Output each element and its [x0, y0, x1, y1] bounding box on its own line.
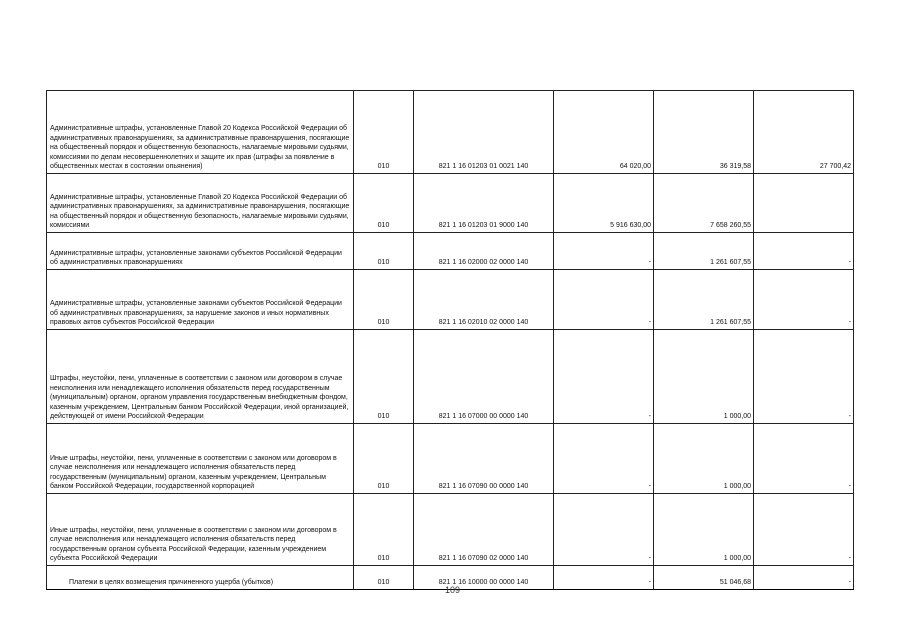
budget-code-cell: 821 1 16 07090 02 0000 140	[414, 494, 554, 566]
budget-code-cell: 821 1 16 01203 01 0021 140	[414, 91, 554, 174]
approved-amount-cell: -	[554, 494, 654, 566]
table-row	[47, 424, 854, 494]
table-row	[47, 494, 854, 566]
table-row	[47, 91, 854, 174]
executed-amount-cell: 36 319,58	[654, 91, 754, 174]
income-name-cell: Административные штрафы, установленные законами субъектов Российской Федерации об административных правонарушениях	[47, 233, 354, 270]
executed-amount-cell: 1 000,00	[654, 330, 754, 424]
line-code-cell: 010	[354, 566, 414, 590]
approved-amount-cell: -	[554, 270, 654, 330]
line-code-cell: 010	[354, 233, 414, 270]
approved-amount-cell: 5 916 630,00	[554, 174, 654, 233]
line-code-cell: 010	[354, 494, 414, 566]
income-name-cell: Административные штрафы, установленные Главой 20 Кодекса Российской Федерации об административных правонарушениях, за административные правонарушения, посягающие на общественный порядок и общественную безопасность, налагаемые мировыми судьями, комиссиями	[47, 174, 354, 233]
income-name-cell: Платежи в целях возмещения причиненного ущерба (убытков)	[47, 566, 354, 590]
table-row	[47, 270, 854, 330]
income-name-cell: Штрафы, неустойки, пени, уплаченные в соответствии с законом или договором в случае неисполнения или ненадлежащего исполнения обязательств перед государственным (муниципальным) органом, органом управления государственным внебюджетным фондом, казенным учреждением, Центральным банком Российской Федерации, иной организацией, действующей от имени Российской Федерации	[47, 330, 354, 424]
unexecuted-amount-cell: -	[754, 270, 854, 330]
line-code-cell: 010	[354, 174, 414, 233]
budget-code-cell: 821 1 16 07090 00 0000 140	[414, 424, 554, 494]
approved-amount-cell: -	[554, 424, 654, 494]
income-name-cell: Административные штрафы, установленные Главой 20 Кодекса Российской Федерации об административных правонарушениях, за административные правонарушения, посягающие на общественный порядок и общественную безопасность, налагаемые мировыми судьями, комиссиями по делам несовершеннолетних и защите их прав (штрафы за появление в общественных местах в состоянии опьянения)	[47, 91, 354, 174]
budget-code-cell: 821 1 16 01203 01 9000 140	[414, 174, 554, 233]
unexecuted-amount-cell: -	[754, 494, 854, 566]
line-code-cell: 010	[354, 330, 414, 424]
budget-code-cell: 821 1 16 02010 02 0000 140	[414, 270, 554, 330]
approved-amount-cell: -	[554, 330, 654, 424]
unexecuted-amount-cell	[754, 174, 854, 233]
revenue-table	[46, 90, 854, 590]
approved-amount-cell: 64 020,00	[554, 91, 654, 174]
unexecuted-amount-cell: -	[754, 330, 854, 424]
line-code-cell: 010	[354, 91, 414, 174]
approved-amount-cell: -	[554, 233, 654, 270]
budget-code-cell: 821 1 16 02000 02 0000 140	[414, 233, 554, 270]
budget-code-cell: 821 1 16 07000 00 0000 140	[414, 330, 554, 424]
line-code-cell: 010	[354, 424, 414, 494]
line-code-cell: 010	[354, 270, 414, 330]
unexecuted-amount-cell: -	[754, 566, 854, 590]
unexecuted-amount-cell: 27 700,42	[754, 91, 854, 174]
income-name-cell: Иные штрафы, неустойки, пени, уплаченные в соответствии с законом или договором в случае неисполнения или ненадлежащего исполнения обязательств перед государственным (муниципальным) органом, казенным учреждением, Центральным банком Российской Федерации, государственной корпорацией	[47, 424, 354, 494]
unexecuted-amount-cell: -	[754, 424, 854, 494]
income-name-cell: Иные штрафы, неустойки, пени, уплаченные в соответствии с законом или договором в случае неисполнения или ненадлежащего исполнения обязательств перед государственным органом субъекта Российской Федерации, казенным учреждением субъекта Российской Федерации	[47, 494, 354, 566]
executed-amount-cell: 1 261 607,55	[654, 270, 754, 330]
budget-code-cell: 821 1 16 10000 00 0000 140	[414, 566, 554, 590]
executed-amount-cell: 1 000,00	[654, 494, 754, 566]
table-row	[47, 233, 854, 270]
executed-amount-cell: 51 046,68	[654, 566, 754, 590]
income-name-cell: Административные штрафы, установленные законами субъектов Российской Федерации об административных правонарушениях, за нарушение законов и иных нормативных правовых актов субъектов Российской Федерации	[47, 270, 354, 330]
page-number: 109	[444, 585, 461, 595]
approved-amount-cell: -	[554, 566, 654, 590]
executed-amount-cell: 7 658 260,55	[654, 174, 754, 233]
table-row	[47, 330, 854, 424]
table-row	[47, 174, 854, 233]
executed-amount-cell: 1 261 607,55	[654, 233, 754, 270]
executed-amount-cell: 1 000,00	[654, 424, 754, 494]
unexecuted-amount-cell: -	[754, 233, 854, 270]
